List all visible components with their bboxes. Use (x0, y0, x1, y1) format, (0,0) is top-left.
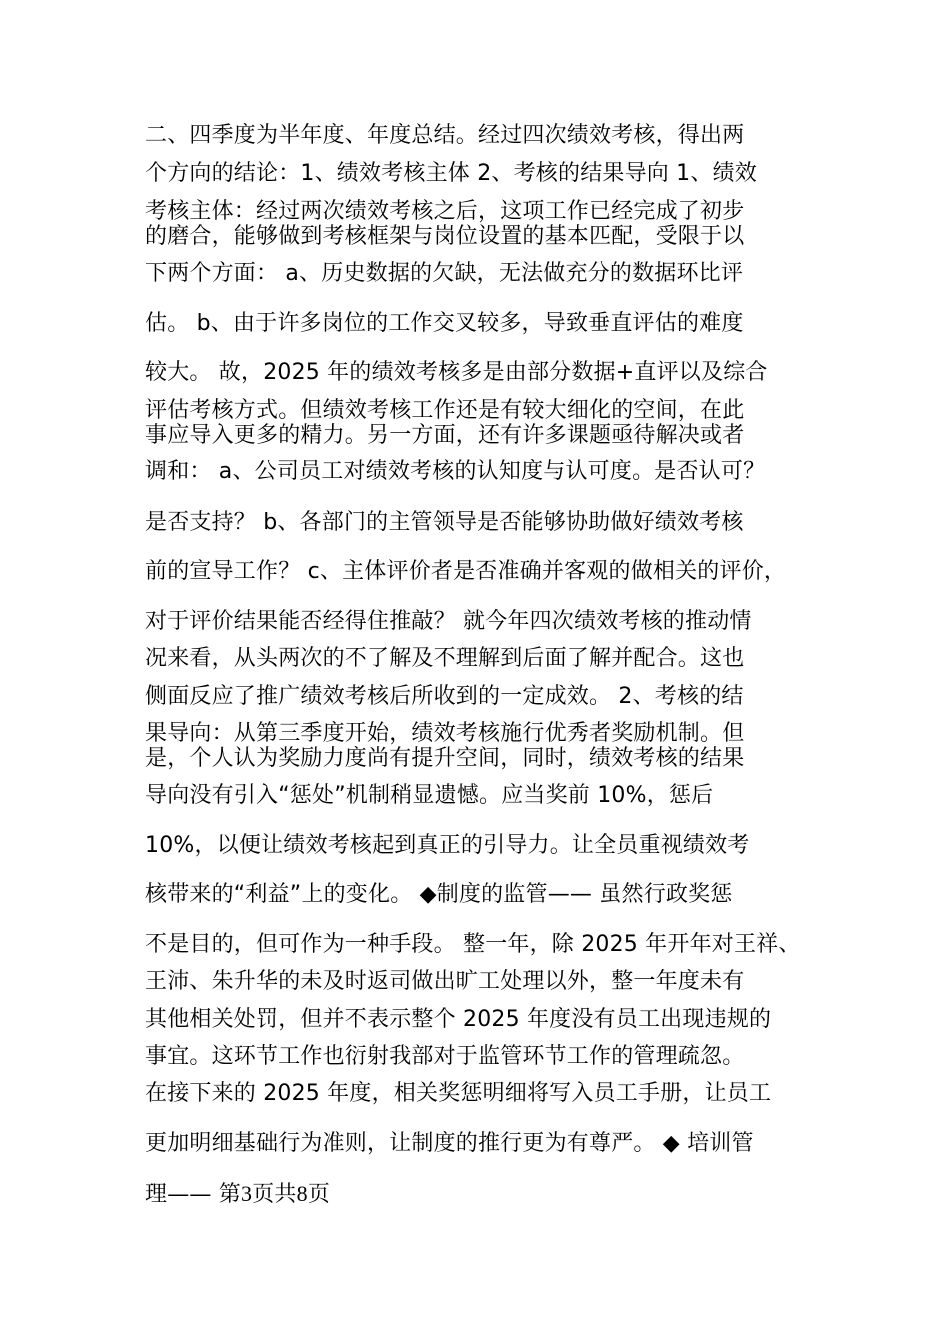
text-line: 调和： a、公司员工对绩效考核的认知度与认可度。是否认可？ (145, 459, 766, 484)
text-line: 评估考核方式。但绩效考核工作还是有较大细化的空间，在此 (145, 398, 745, 423)
text-line: 事宜。这环节工作也衍射我部对于监管环节工作的管理疏忽。 (145, 1044, 745, 1069)
text-line: 前的宣导工作？ c、主体评价者是否准确并客观的做相关的评价， (145, 559, 787, 584)
text-line: 是，个人认为奖励力度尚有提升空间，同时，绩效考核的结果 (145, 746, 745, 771)
page-total-number: 8 (296, 1181, 308, 1206)
text-line: 王沛、朱升华的未及时返司做出旷工处理以外，整一年度未有 (145, 969, 745, 994)
text-line: 的磨合，能够做到考核框架与岗位设置的基本匹配，受限于以 (145, 224, 745, 249)
text-line: 个方向的结论：1、绩效考核主体 2、考核的结果导向 1、绩效 (145, 161, 757, 186)
text-line: 其他相关处罚，但并不表示整个 2025 年度没有员工出现违规的 (145, 1007, 772, 1032)
text-line: 在接下来的 2025 年度，相关奖惩明细将写入员工手册，让员工 (145, 1081, 772, 1106)
page-footer (145, 1181, 835, 1208)
text-line: 导向没有引入“惩处”机制稍显遗憾。应当奖前 10%，惩后 (145, 783, 714, 808)
text-line: 事应导入更多的精力。另一方面，还有许多课题亟待解决或者 (145, 423, 745, 448)
text-line: 是否支持？ b、各部门的主管领导是否能够协助做好绩效考核 (145, 510, 744, 535)
text-line: 更加明细基础行为准则，让制度的推行更为有尊严。 ◆ 培训管 (145, 1131, 754, 1156)
text-line: 核带来的“利益”上的变化。 ◆制度的监管—— 虽然行政奖惩 (145, 882, 733, 907)
footer-suffix: 页 (307, 1182, 331, 1207)
text-line: 下两个方面： a、历史数据的欠缺，无法做充分的数据环比评 (145, 261, 744, 286)
text-line: 况来看，从头两次的不了解及不理解到后面了解并配合。这也 (145, 646, 745, 671)
footer-prefix: 理—— 第 (145, 1182, 241, 1207)
text-line: 二、四季度为半年度、年度总结。经过四次绩效考核，得出两 (145, 123, 745, 148)
text-line: 对于评价结果能否经得住推敲？ 就今年四次绩效考核的推动情 (145, 609, 752, 634)
text-line: 考核主体：经过两次绩效考核之后，这项工作已经完成了初步 (145, 199, 745, 224)
page-current-number: 3 (241, 1181, 253, 1206)
text-line: 侧面反应了推广绩效考核后所收到的一定成效。 2、考核的结 (145, 684, 744, 709)
footer-middle: 页共 (252, 1182, 297, 1207)
text-line: 10%，以便让绩效考核起到真正的引导力。让全员重视绩效考 (145, 833, 750, 858)
text-line: 较大。 故，2025 年的绩效考核多是由部分数据+直评以及综合 (145, 360, 768, 385)
text-line: 估。 b、由于许多岗位的工作交叉较多，导致垂直评估的难度 (145, 311, 744, 336)
text-line: 果导向：从第三季度开始，绩效考核施行优秀者奖励机制。但 (145, 721, 745, 746)
text-line: 不是目的，但可作为一种手段。 整一年，除 2025 年开年对王祥、 (145, 932, 801, 957)
